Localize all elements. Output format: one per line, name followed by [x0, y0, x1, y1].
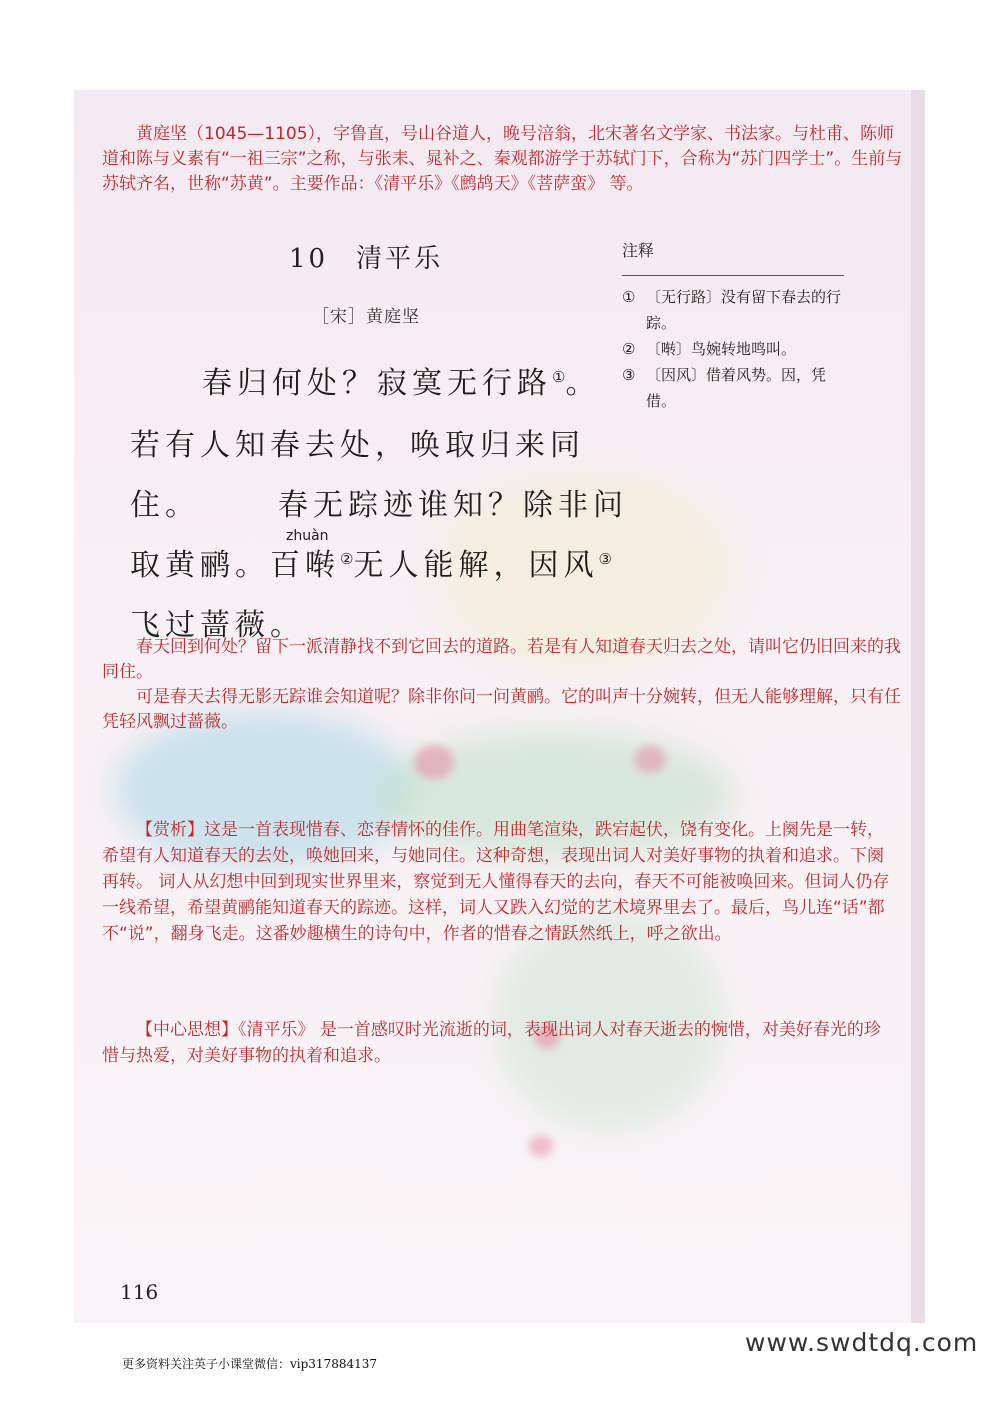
poem-line [130, 420, 585, 464]
flower-icon [634, 745, 666, 773]
poem-text: 飞过蔷薇。 [130, 608, 305, 643]
poem-text: 春无踪迹谁知？除非问 [278, 488, 628, 523]
lesson-title-text: 清平乐 [356, 244, 444, 274]
note-text: 〔因风〕借着风势。因，凭借。 [646, 366, 827, 410]
note-text: 〔无行路〕没有留下春去的行踪。 [646, 288, 842, 332]
note-marker: ① [622, 288, 636, 306]
appreciation-text: 【赏析】这是一首表现惜春、恋春情怀的佳作。用曲笔渲染，跌宕起伏，饶有变化。上阕先是一转，希望有人知道春天的去处，唤她回来，与她同住。这种奇想，表现出词人对美好事物的执着和追求。下阕再转。 词人从幻想中回到现实世界里来，察觉到无人懂得春天的去向，春天不可能被唤回来。但词人仍存一线希望，希望黄鹂能知道春天的踪迹。这样，词人又跌入幻觉的艺术境界里去了。最后，鸟儿连“话”都不“说”，翻身飞走。这番妙趣横生的诗句中，作者的惜春之情跃然纸上，呼之欲出。 [102, 820, 890, 944]
page-number: 116 [120, 1280, 159, 1304]
poem-line [130, 480, 628, 524]
central-idea-text: 【中心思想】《清平乐》 是一首感叹时光流逝的词，表现出词人对春天逝去的惋惜，对美好春光的珍惜与热爱，对美好事物的执着和追求。 [102, 1020, 881, 1066]
footnote-ref: ① [552, 368, 566, 386]
poem-text: 住。 [130, 488, 200, 523]
lesson-number: 10 [289, 244, 329, 274]
poem-author: ［宋］黄庭坚 [312, 307, 420, 327]
note-item [622, 362, 852, 414]
poem-text: 春归何处？寂寞无行路 [202, 366, 552, 401]
poem-text: 取黄鹂。百啭 [130, 548, 340, 583]
note-marker: ② [622, 340, 636, 358]
notes-divider [622, 275, 844, 276]
footer-website: www.swdtdq.com [745, 1328, 979, 1357]
flower-icon [414, 745, 454, 779]
note-marker: ③ [622, 366, 636, 384]
note-item [622, 284, 852, 336]
footnote-ref: ② [340, 550, 354, 568]
note-text: 〔啭〕鸟婉转地鸣叫。 [646, 340, 797, 358]
translation-paragraph: 春天回到何处？留下一派清静找不到它回去的道路。若是有人知道春天归去之处，请叫它仍旧回来的我同住。 [102, 637, 901, 682]
lesson-title [289, 238, 443, 275]
footer-wechat-note: 更多资料关注英子小课堂微信：vip317884137 [122, 1357, 378, 1371]
author-bio: 黄庭坚（1045—1105），字鲁直，号山谷道人，晚号涪翁，北宋著名文学家、书法家。与杜甫、陈师道和陈与义素有“一祖三宗”之称，与张耒、晁补之、秦观都游学于苏轼门下，合称为“苏门四学士”。生前与苏轼齐名，世称“苏黄”。主要作品：《清平乐》《鹧鸪天》《菩萨蛮》 等。 [102, 124, 903, 194]
translation [102, 635, 902, 735]
poem-text: 无人能解，因风 [353, 548, 599, 583]
flower-icon [529, 1135, 553, 1157]
notes-panel [622, 238, 852, 414]
translation-paragraph: 可是春天去得无影无踪谁会知道呢？除非你问一问黄鹂。它的叫声十分婉转，但无人能够理解，只有任凭轻风飘过蔷薇。 [102, 687, 901, 732]
poem-line [130, 540, 612, 584]
pinyin-annotation: zhuàn [286, 528, 329, 544]
footnote-ref: ③ [598, 550, 612, 568]
poem-line [202, 358, 600, 402]
poem-text: 若有人知春去处，唤取归来同 [130, 428, 585, 463]
note-item [622, 336, 852, 362]
page-edge [911, 90, 925, 1323]
textbook-page [74, 90, 925, 1323]
notes-heading: 注释 [622, 241, 655, 260]
poem-text: 。 [565, 366, 601, 401]
